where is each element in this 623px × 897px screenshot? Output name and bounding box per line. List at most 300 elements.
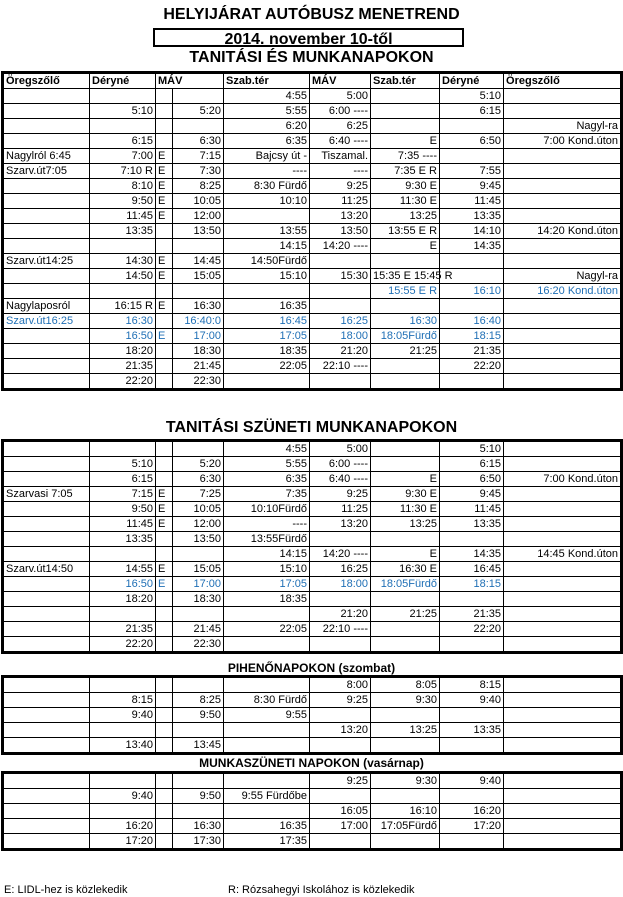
table-row xyxy=(4,209,621,224)
table-cell: E xyxy=(156,329,173,344)
table-cell xyxy=(156,592,173,607)
table-cell: ---- xyxy=(224,164,310,179)
table-cell xyxy=(371,119,440,134)
table-cell xyxy=(310,592,371,607)
table-cell: 14:50Fürdő xyxy=(224,254,310,269)
table-cell: 22:10 ---- xyxy=(310,622,371,637)
table-row xyxy=(4,693,621,708)
table-cell xyxy=(504,149,621,164)
table-cell: 16:45 xyxy=(224,314,310,329)
table-cell: 17:05 xyxy=(224,577,310,592)
table-row xyxy=(4,224,621,239)
table-cell xyxy=(371,442,440,457)
footer-legend-e: E: LIDL-hez is közlekedik xyxy=(4,884,128,896)
table-cell xyxy=(504,819,621,834)
table-row xyxy=(4,487,621,502)
footer-legend-r: R: Rózsahegyi Iskolához is közlekedik xyxy=(228,884,415,896)
table-cell xyxy=(173,442,224,457)
table-cell: 13:35 xyxy=(90,224,156,239)
table-cell: 7:55 xyxy=(440,164,504,179)
table-cell xyxy=(371,359,440,374)
table-cell: 8:30 Fürdő xyxy=(224,693,310,708)
table-cell xyxy=(156,607,173,622)
table-cell xyxy=(440,738,504,753)
table-row xyxy=(4,314,621,329)
table-cell xyxy=(504,834,621,849)
table-cell: 16:10 xyxy=(440,284,504,299)
table-row xyxy=(4,562,621,577)
table-cell xyxy=(156,637,173,652)
table-cell xyxy=(90,607,156,622)
table-cell: 5:00 xyxy=(310,442,371,457)
header-cell: Szab.tér xyxy=(371,74,440,89)
table-cell: 21:45 xyxy=(173,622,224,637)
table-cell xyxy=(4,577,90,592)
table-cell: 9:50 xyxy=(173,708,224,723)
table-cell xyxy=(440,789,504,804)
table-cell xyxy=(4,442,90,457)
table-cell: 13:55 E R xyxy=(371,224,440,239)
table-cell xyxy=(4,819,90,834)
table-cell: 16:40:0 xyxy=(173,314,224,329)
table-cell xyxy=(224,804,310,819)
table-row xyxy=(4,194,621,209)
table-cell: 6:15 xyxy=(90,134,156,149)
table-cell: 14:50 xyxy=(90,269,156,284)
table-cell: 16:30 xyxy=(90,314,156,329)
table-cell: 15:05 xyxy=(173,269,224,284)
table-cell: Nagyl-ra xyxy=(504,269,621,284)
table-cell xyxy=(440,708,504,723)
table-cell: Nagylról 6:45 xyxy=(4,149,90,164)
table-cell xyxy=(504,179,621,194)
table-cell xyxy=(440,532,504,547)
table-cell: 21:35 xyxy=(440,344,504,359)
table-cell xyxy=(4,592,90,607)
table-row xyxy=(4,708,621,723)
table-cell xyxy=(371,789,440,804)
table-cell: 8:25 xyxy=(173,179,224,194)
table-cell xyxy=(310,254,371,269)
table-cell xyxy=(156,532,173,547)
table-cell: 18:15 xyxy=(440,577,504,592)
table-cell xyxy=(440,592,504,607)
table-cell xyxy=(504,789,621,804)
table-cell: 16:45 xyxy=(440,562,504,577)
table-cell xyxy=(310,708,371,723)
table-cell: E xyxy=(156,254,173,269)
table-row xyxy=(4,622,621,637)
table-cell: 22:20 xyxy=(440,359,504,374)
table-cell xyxy=(173,284,224,299)
table-cell: 13:50 xyxy=(173,224,224,239)
table-cell: 9:45 xyxy=(440,487,504,502)
table-cell: 9:25 xyxy=(310,487,371,502)
table-cell: 14:15 xyxy=(224,239,310,254)
table-cell: 7:15 xyxy=(173,149,224,164)
table-cell: E xyxy=(156,487,173,502)
table-cell xyxy=(156,723,173,738)
table-cell: 16:30 E xyxy=(371,562,440,577)
table-cell: Tiszamal. xyxy=(310,149,371,164)
table-cell: E xyxy=(156,269,173,284)
table-cell: 6:15 xyxy=(440,104,504,119)
table-cell xyxy=(156,224,173,239)
table-cell xyxy=(90,239,156,254)
table-cell xyxy=(4,532,90,547)
table-cell: 5:00 xyxy=(310,89,371,104)
table-cell: 13:25 xyxy=(371,209,440,224)
table-cell xyxy=(310,637,371,652)
table-cell xyxy=(504,329,621,344)
section2-title: TANITÁSI SZÜNETI MUNKANAPOKON xyxy=(165,419,458,436)
table-cell: 9:30 E xyxy=(371,487,440,502)
table-cell: Szarv.út14:50 xyxy=(4,562,90,577)
table-cell xyxy=(4,622,90,637)
table-cell xyxy=(371,708,440,723)
table-cell: 22:05 xyxy=(224,359,310,374)
table-cell: 11:45 xyxy=(440,502,504,517)
table-cell: 13:35 xyxy=(440,209,504,224)
table-cell: 18:35 xyxy=(224,592,310,607)
table-cell xyxy=(156,738,173,753)
table-cell: 5:10 xyxy=(90,457,156,472)
table-cell: 9:40 xyxy=(90,789,156,804)
table-cell xyxy=(504,693,621,708)
table-cell xyxy=(310,284,371,299)
table-cell: 21:25 xyxy=(371,344,440,359)
table-cell xyxy=(4,269,90,284)
table-cell: 14:15 xyxy=(224,547,310,562)
table-cell: 7:35 xyxy=(224,487,310,502)
table-row xyxy=(4,134,621,149)
date-box: 2014. november 10-től xyxy=(153,28,464,47)
table-cell: E xyxy=(156,164,173,179)
table-cell: 5:55 xyxy=(224,104,310,119)
table-cell: 9:40 xyxy=(440,693,504,708)
table-cell xyxy=(504,254,621,269)
table-cell xyxy=(4,284,90,299)
table-cell xyxy=(90,774,156,789)
table-cell xyxy=(173,804,224,819)
table-cell xyxy=(173,678,224,693)
table-cell xyxy=(224,678,310,693)
table-cell: 9:30 xyxy=(371,774,440,789)
table-cell: E xyxy=(156,299,173,314)
table-cell xyxy=(310,374,371,389)
table-cell: 6:40 ---- xyxy=(310,134,371,149)
table-cell xyxy=(4,804,90,819)
table-cell: E xyxy=(371,547,440,562)
table-cell: 16:25 xyxy=(310,314,371,329)
table-cell: 9:50 xyxy=(90,194,156,209)
section1-title: TANITÁSI ÉS MUNKANAPOKON xyxy=(189,49,434,66)
table-cell xyxy=(440,254,504,269)
table-cell xyxy=(4,119,90,134)
table-cell xyxy=(156,119,173,134)
table-row xyxy=(4,457,621,472)
table-cell xyxy=(4,517,90,532)
table-cell: 5:10 xyxy=(90,104,156,119)
table-cell: 18:30 xyxy=(173,592,224,607)
table-cell xyxy=(504,517,621,532)
table-cell xyxy=(156,442,173,457)
table-cell xyxy=(371,834,440,849)
table-row xyxy=(4,269,621,284)
table-cell xyxy=(4,708,90,723)
table-cell xyxy=(156,457,173,472)
header-row xyxy=(4,74,621,89)
table-cell: 22:20 xyxy=(90,637,156,652)
table-cell: 11:45 xyxy=(440,194,504,209)
table-cell: 7:00 xyxy=(90,149,156,164)
table-cell xyxy=(4,723,90,738)
table-cell xyxy=(310,532,371,547)
table-cell: 14:45 xyxy=(173,254,224,269)
table-cell: 9:55 xyxy=(224,708,310,723)
table-cell: 13:40 xyxy=(90,738,156,753)
table-cell: 16:30 xyxy=(371,314,440,329)
table-cell xyxy=(504,359,621,374)
table-cell: 16:30 xyxy=(173,819,224,834)
table-cell: 13:45 xyxy=(173,738,224,753)
table-cell: 9:30 E xyxy=(371,179,440,194)
table-cell: 5:10 xyxy=(440,89,504,104)
table-row xyxy=(4,374,621,389)
table-cell xyxy=(173,774,224,789)
table-cell: Nagyl-ra xyxy=(504,119,621,134)
table-row xyxy=(4,284,621,299)
table-cell xyxy=(371,532,440,547)
table-cell xyxy=(4,359,90,374)
table-cell xyxy=(173,239,224,254)
table-row xyxy=(4,179,621,194)
table-cell: 8:00 xyxy=(310,678,371,693)
table-row xyxy=(4,104,621,119)
table-cell: 22:10 ---- xyxy=(310,359,371,374)
table-cell: 17:05 xyxy=(224,329,310,344)
table-cell xyxy=(4,104,90,119)
table-row xyxy=(4,532,621,547)
table-cell xyxy=(4,329,90,344)
table-cell: 22:20 xyxy=(440,622,504,637)
table-row xyxy=(4,149,621,164)
table-cell: 15:30 xyxy=(310,269,371,284)
table-cell: 7:25 xyxy=(173,487,224,502)
page-title: HELYIJÁRAT AUTÓBUSZ MENETREND xyxy=(163,6,460,23)
table-cell: 21:35 xyxy=(90,359,156,374)
table-cell: 18:20 xyxy=(90,592,156,607)
table-cell: 21:45 xyxy=(173,359,224,374)
table-cell xyxy=(504,708,621,723)
header-cell: MÁV xyxy=(156,74,224,89)
table-cell xyxy=(4,179,90,194)
table-cell xyxy=(4,239,90,254)
table-cell: 14:20 ---- xyxy=(310,547,371,562)
table-cell: 8:15 xyxy=(90,693,156,708)
table-cell xyxy=(156,314,173,329)
table-cell: 14:30 xyxy=(90,254,156,269)
section4-title: MUNKASZÜNETI NAPOKON (vasárnap) xyxy=(199,756,424,770)
table-cell xyxy=(371,374,440,389)
table-cell xyxy=(90,284,156,299)
table-cell xyxy=(90,547,156,562)
table-cell xyxy=(156,789,173,804)
table-cell: 7:15 xyxy=(90,487,156,502)
table-cell: 8:15 xyxy=(440,678,504,693)
header-cell: Déryné xyxy=(440,74,504,89)
table-cell xyxy=(371,299,440,314)
table-cell xyxy=(156,344,173,359)
table-cell: 6:35 xyxy=(224,472,310,487)
table-cell xyxy=(371,457,440,472)
table-cell xyxy=(504,194,621,209)
header-cell: MÁV xyxy=(310,74,371,89)
table-cell: 9:50 xyxy=(90,502,156,517)
table-cell: 6:40 ---- xyxy=(310,472,371,487)
table-cell: 13:55 xyxy=(224,224,310,239)
table-cell: 5:10 xyxy=(440,442,504,457)
table-cell: E xyxy=(156,179,173,194)
table-cell xyxy=(504,637,621,652)
table-cell xyxy=(156,359,173,374)
table-cell: 7:35 ---- xyxy=(371,149,440,164)
table-cell xyxy=(371,254,440,269)
table-cell: 14:20 ---- xyxy=(310,239,371,254)
table-cell: 18:05Fürdő xyxy=(371,329,440,344)
table-cell: 18:30 xyxy=(173,344,224,359)
table-cell: 18:15 xyxy=(440,329,504,344)
table-cell: 9:25 xyxy=(310,693,371,708)
table-cell: 5:20 xyxy=(173,104,224,119)
table-cell: E xyxy=(371,239,440,254)
table-cell: 17:05Fürdő xyxy=(371,819,440,834)
table-cell: 6:00 ---- xyxy=(310,104,371,119)
table-cell: 16:05 xyxy=(310,804,371,819)
table-cell xyxy=(504,577,621,592)
table-row xyxy=(4,164,621,179)
table-cell: E xyxy=(156,209,173,224)
table-cell: 13:50 xyxy=(173,532,224,547)
table-cell: 13:25 xyxy=(371,723,440,738)
table-row xyxy=(4,329,621,344)
table-cell xyxy=(4,607,90,622)
table-cell: ---- xyxy=(310,164,371,179)
header-cell: Öregszőlő xyxy=(4,74,90,89)
table-cell xyxy=(504,592,621,607)
table-cell xyxy=(504,239,621,254)
table-cell: 9:25 xyxy=(310,179,371,194)
table-cell: 17:00 xyxy=(310,819,371,834)
table-cell xyxy=(371,637,440,652)
table-cell xyxy=(504,314,621,329)
table-cell: 13:35 xyxy=(440,723,504,738)
table-cell: 22:30 xyxy=(173,637,224,652)
table-cell xyxy=(371,104,440,119)
table-cell: 10:10Fürdő xyxy=(224,502,310,517)
table-row xyxy=(4,119,621,134)
table-cell xyxy=(4,547,90,562)
table-cell xyxy=(4,637,90,652)
table-cell: 11:25 xyxy=(310,502,371,517)
table-cell xyxy=(440,834,504,849)
table-cell: 14:35 xyxy=(440,547,504,562)
table-cell: 22:05 xyxy=(224,622,310,637)
table-cell xyxy=(156,239,173,254)
table-cell: 21:20 xyxy=(310,607,371,622)
table-cell xyxy=(504,89,621,104)
table-cell xyxy=(224,774,310,789)
table-cell: 11:30 E xyxy=(371,194,440,209)
table-cell xyxy=(4,224,90,239)
table-cell: 15:10 xyxy=(224,562,310,577)
table-cell: 18:05Fürdő xyxy=(371,577,440,592)
table-cell xyxy=(156,804,173,819)
table-row xyxy=(4,577,621,592)
table-cell: 4:55 xyxy=(224,89,310,104)
table-row xyxy=(4,637,621,652)
table-cell: E xyxy=(156,149,173,164)
table-cell: ---- xyxy=(224,517,310,532)
table-cell xyxy=(504,457,621,472)
table-cell: 9:45 xyxy=(440,179,504,194)
table-cell: 15:05 xyxy=(173,562,224,577)
table-cell: 5:20 xyxy=(173,457,224,472)
table-cell: 6:30 xyxy=(173,472,224,487)
table-cell xyxy=(90,804,156,819)
table-cell: 7:10 R xyxy=(90,164,156,179)
table-cell xyxy=(504,442,621,457)
table-cell xyxy=(156,708,173,723)
table-cell: 17:30 xyxy=(173,834,224,849)
table-cell: Szarv.út16:25 xyxy=(4,314,90,329)
table-cell xyxy=(440,637,504,652)
table-cell xyxy=(504,804,621,819)
table-cell: 16:40 xyxy=(440,314,504,329)
header-cell: Szab.tér xyxy=(224,74,310,89)
table-cell xyxy=(504,723,621,738)
table-row xyxy=(4,834,621,849)
table-cell xyxy=(504,104,621,119)
table-cell xyxy=(504,487,621,502)
table-cell: 16:10 xyxy=(371,804,440,819)
table-cell xyxy=(310,834,371,849)
table-cell: 8:30 Fürdő xyxy=(224,179,310,194)
table-cell: 9:40 xyxy=(90,708,156,723)
table-cell xyxy=(4,678,90,693)
table-cell xyxy=(371,622,440,637)
table-cell xyxy=(504,299,621,314)
table-cell: Nagylaposról xyxy=(4,299,90,314)
table-row xyxy=(4,502,621,517)
table-cell xyxy=(4,374,90,389)
table-cell xyxy=(156,774,173,789)
table-cell: 6:15 xyxy=(440,457,504,472)
table-cell: E xyxy=(371,134,440,149)
table-cell xyxy=(4,134,90,149)
table-cell: 18:00 xyxy=(310,329,371,344)
table-row xyxy=(4,607,621,622)
table-row xyxy=(4,239,621,254)
table-cell: 7:00 Kond.úton xyxy=(504,472,621,487)
timetable-sunday xyxy=(3,773,621,849)
table-cell: 7:30 xyxy=(173,164,224,179)
table-cell xyxy=(156,819,173,834)
table-cell: 21:20 xyxy=(310,344,371,359)
table-cell xyxy=(156,374,173,389)
table-cell: 16:20 xyxy=(440,804,504,819)
table-cell xyxy=(440,374,504,389)
